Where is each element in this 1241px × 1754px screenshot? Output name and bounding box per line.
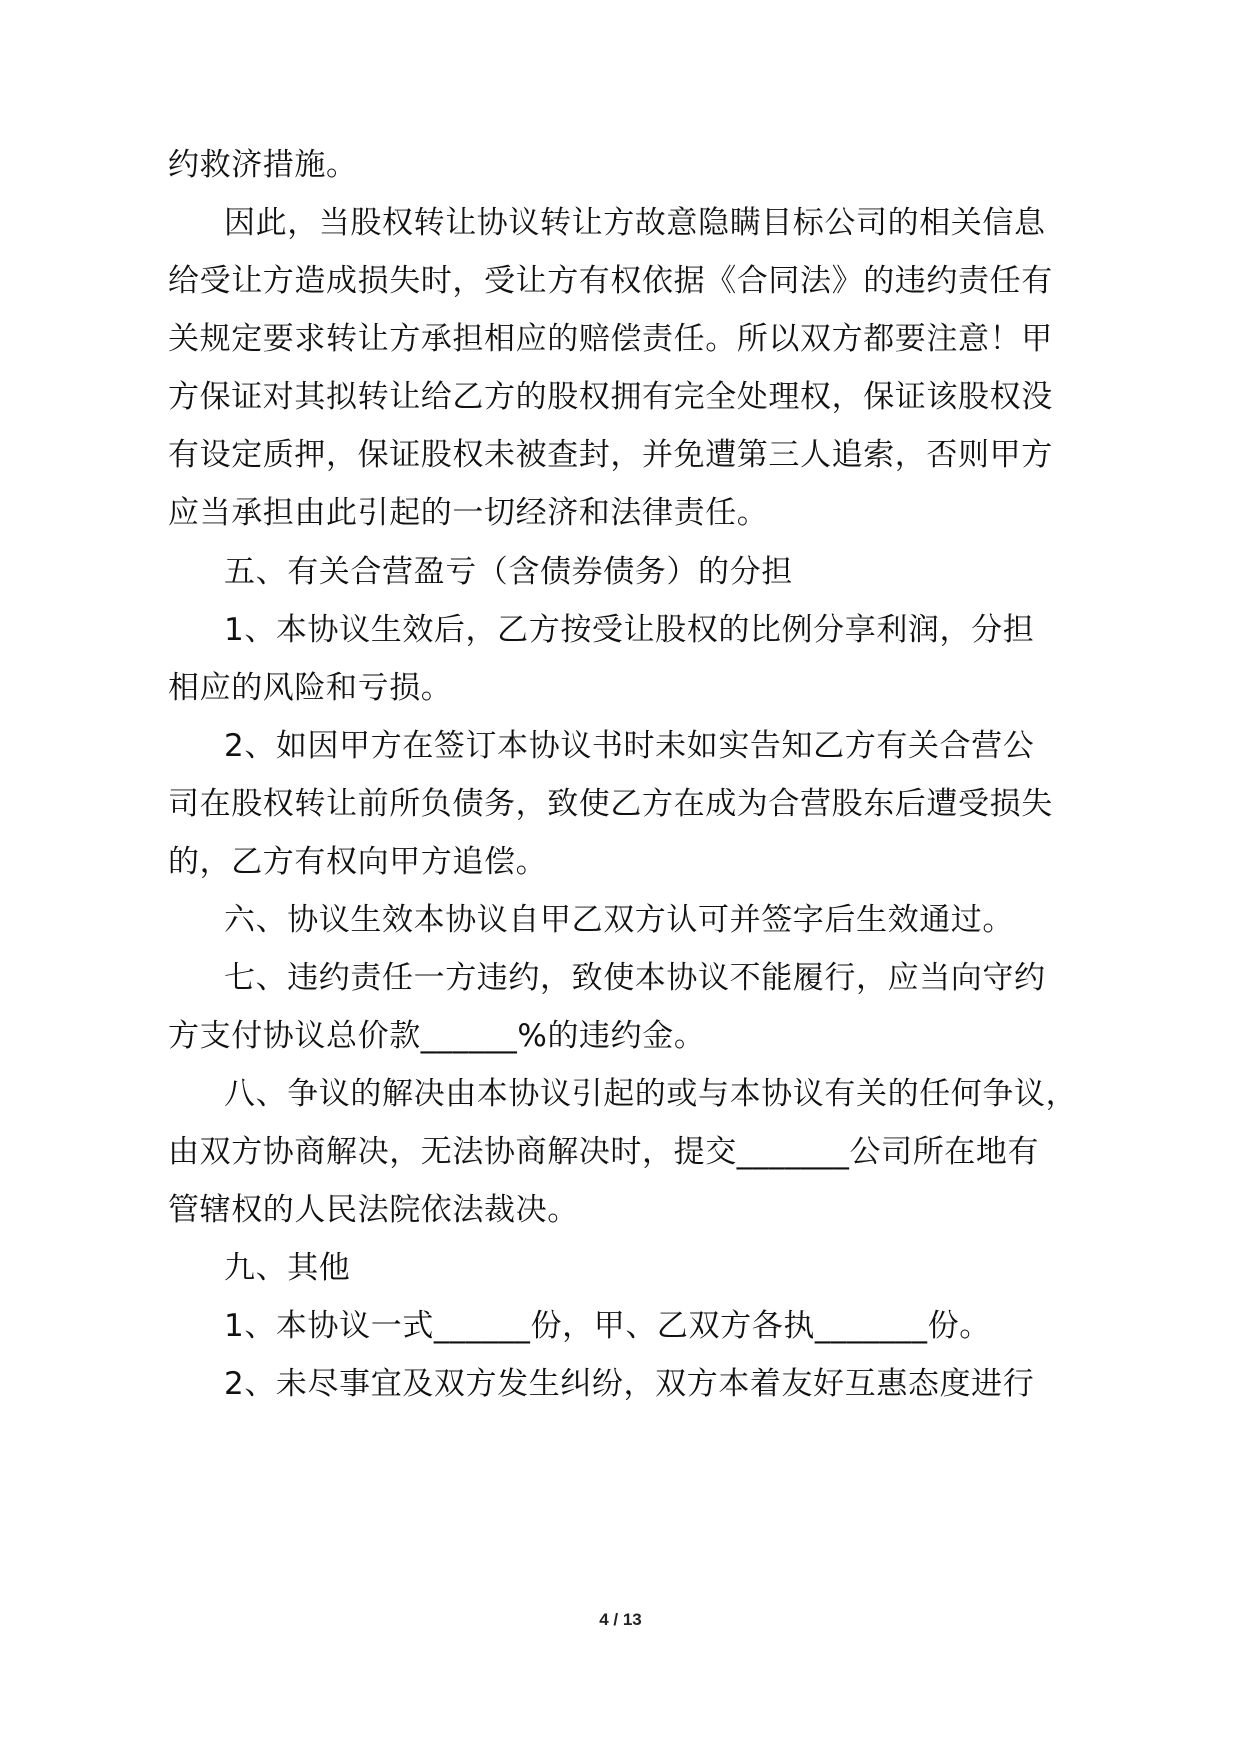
section-heading: 八、争议的解决由本协议引起的或与本协议有关的任何争议， [224,1076,1078,1112]
section-heading: 五、有关合营盈亏（含债券债务）的分担 [224,554,793,590]
page-number: 4 / 13 [599,1610,642,1629]
section-heading: 六、协议生效本协议自甲乙双方认可并签字后生效通过。 [224,902,1014,938]
text-line: 因此，当股权转让协议转让方故意隐瞒目标公司的相关信息 [224,205,1046,241]
text-line: 管辖权的人民法院依法裁决。 [168,1192,579,1228]
text-line: 给受让方造成损失时，受让方有权依据《合同法》的违约责任有 [168,263,1053,299]
text-line: 的，乙方有权向甲方追偿。 [168,844,548,880]
text-line: 有设定质押，保证股权未被查封，并免遭第三人追索，否则甲方 [168,437,1053,473]
text-line: 1、本协议一式______份，甲、乙双方各执_______份。 [224,1308,991,1344]
text-line: 方保证对其拟转让给乙方的股权拥有完全处理权，保证该股权没 [168,379,1053,415]
text-line: 关规定要求转让方承担相应的赔偿责任。所以双方都要注意！甲 [168,321,1053,357]
text-line: 1、本协议生效后，乙方按受让股权的比例分享利润，分担 [224,612,1035,648]
text-line: 司在股权转让前所负债务，致使乙方在成为合营股东后遭受损失 [168,786,1053,822]
text-line: 2、未尽事宜及双方发生纠纷，双方本着友好互惠态度进行 [224,1366,1035,1402]
section-heading: 九、其他 [224,1250,351,1286]
text-line: 2、如因甲方在签订本协议书时未如实告知乙方有关合营公 [224,728,1035,764]
text-line: 方支付协议总价款______%的违约金。 [168,1018,706,1054]
text-line: 相应的风险和亏损。 [168,670,453,706]
text-line: 应当承担由此引起的一切经济和法律责任。 [168,495,769,531]
text-line: 约救济措施。 [168,147,358,183]
text-line: 由双方协商解决，无法协商解决时，提交_______公司所在地有 [168,1134,1040,1170]
section-heading: 七、违约责任一方违约，致使本协议不能履行，应当向守约 [224,960,1046,996]
